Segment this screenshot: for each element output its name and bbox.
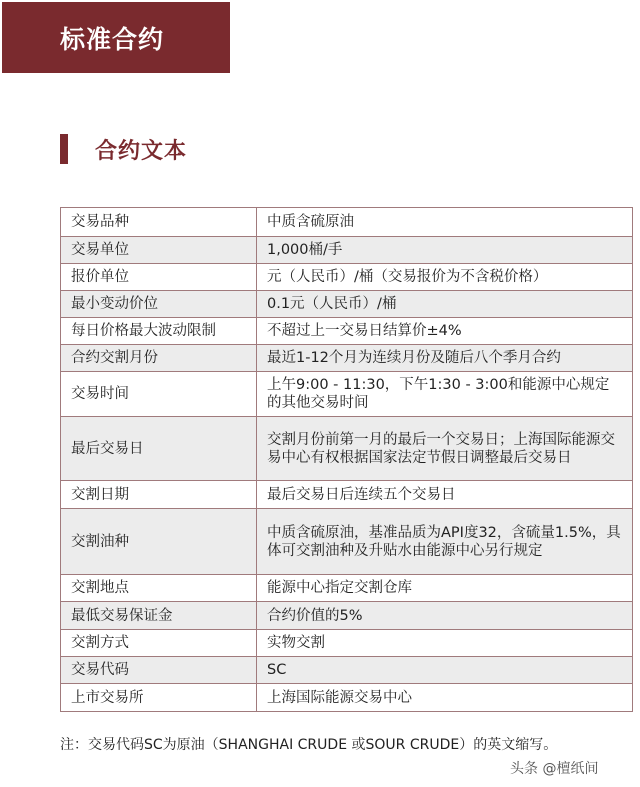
row-value: 最近1-12个月为连续月份及随后八个季月合约 (257, 345, 633, 372)
row-label: 交易代码 (61, 657, 257, 684)
row-value: 上海国际能源交易中心 (257, 684, 633, 712)
source-watermark: 头条 @檀纸间 (510, 761, 599, 777)
footnote: 注：交易代码SC为原油（SHANGHAI CRUDE 或SOUR CRUDE）的英文缩写。 (60, 737, 558, 753)
row-value: 最后交易日后连续五个交易日 (257, 481, 633, 509)
row-label: 最小变动价位 (61, 291, 257, 318)
table-row (61, 208, 633, 237)
row-value: 实物交割 (257, 630, 633, 657)
table-row (61, 345, 633, 372)
table-row (61, 237, 633, 264)
row-label: 合约交割月份 (61, 345, 257, 372)
table-row (61, 318, 633, 345)
row-label: 交割地点 (61, 575, 257, 602)
row-value: 能源中心指定交割仓库 (257, 575, 633, 602)
section-marker (60, 134, 68, 164)
row-label: 交易品种 (61, 208, 257, 237)
section-title: 合约文本 (95, 138, 188, 164)
table-row (61, 372, 633, 417)
row-value: 中质含硫原油 (257, 208, 633, 237)
table-row (61, 602, 633, 630)
row-label: 上市交易所 (61, 684, 257, 712)
row-value: 合约价值的5% (257, 602, 633, 630)
contract-spec-table (60, 207, 633, 712)
row-label: 交割日期 (61, 481, 257, 509)
row-value: 交割月份前第一月的最后一个交易日；上海国际能源交易中心有权根据国家法定节假日调整最后交易日 (257, 417, 633, 481)
row-value: 元（人民币）/桶（交易报价为不含税价格） (257, 264, 633, 291)
table-row (61, 657, 633, 684)
page-title: 标准合约 (60, 24, 165, 54)
row-value: 中质含硫原油，基准品质为API度32，含硫量1.5%，具体可交割油种及升贴水由能源中心另行规定 (257, 509, 633, 575)
row-label: 最低交易保证金 (61, 602, 257, 630)
table-row (61, 630, 633, 657)
table-row (61, 509, 633, 575)
table-row (61, 684, 633, 712)
title-banner (2, 2, 230, 73)
table-row (61, 575, 633, 602)
row-label: 交易时间 (61, 372, 257, 417)
row-value: SC (257, 657, 633, 684)
row-value: 1,000桶/手 (257, 237, 633, 264)
row-value: 不超过上一交易日结算价±4% (257, 318, 633, 345)
row-value: 0.1元（人民币）/桶 (257, 291, 633, 318)
row-label: 报价单位 (61, 264, 257, 291)
row-label: 最后交易日 (61, 417, 257, 481)
table-row (61, 291, 633, 318)
table-row (61, 264, 633, 291)
row-label: 每日价格最大波动限制 (61, 318, 257, 345)
row-label: 交易单位 (61, 237, 257, 264)
row-label: 交割油种 (61, 509, 257, 575)
row-label: 交割方式 (61, 630, 257, 657)
table-row (61, 481, 633, 509)
row-value: 上午9:00 - 11:30，下午1:30 - 3:00和能源中心规定的其他交易时间 (257, 372, 633, 417)
section-heading (60, 134, 187, 164)
table-row (61, 417, 633, 481)
